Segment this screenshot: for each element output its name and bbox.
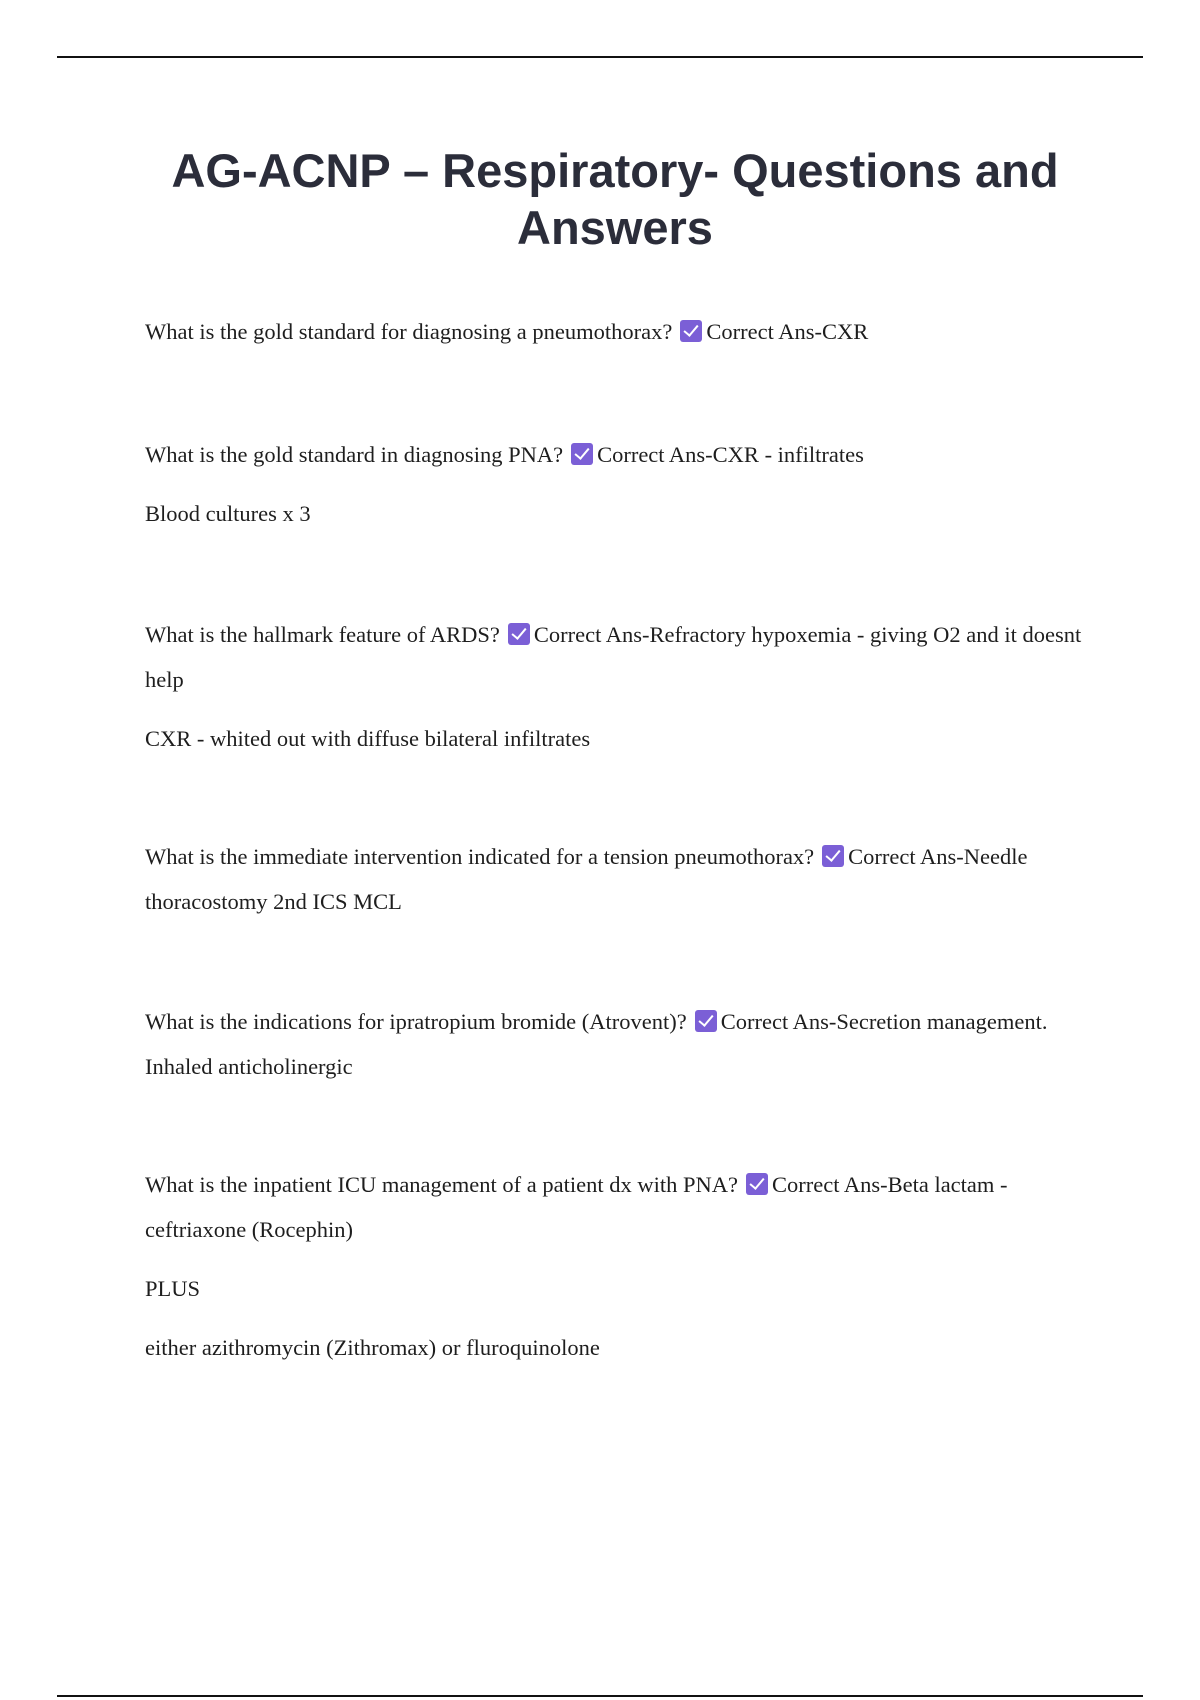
answer-note: either azithromycin (Zithromax) or fluroquinolone [145,1335,600,1360]
answer-text: Correct Ans-Secretion management. Inhaled anticholinergic [145,1009,1048,1079]
answer-text: Correct Ans-Refractory hypoxemia - giving O2 and it doesnt help [145,622,1082,692]
qa-line [145,1162,1095,1252]
qa-item-2 [145,432,1095,536]
qa-item-5 [145,999,1095,1089]
qa-line [145,432,1095,477]
checkbox-checked-icon [571,443,593,465]
answer-text: Correct Ans-Needle thoracostomy 2nd ICS MCL [145,844,1028,914]
checkbox-checked-icon [695,1010,717,1032]
checkbox-checked-icon [680,320,702,342]
checkbox-checked-icon [508,623,530,645]
qa-item-6 [145,1162,1095,1370]
answer-text: Correct Ans-CXR - infiltrates [597,442,864,467]
question-text: What is the indications for ipratropium bromide (Atrovent)? [145,1009,687,1034]
answer-note: PLUS [145,1276,201,1301]
question-text: What is the immediate intervention indicated for a tension pneumothorax? [145,844,815,869]
qa-line [145,834,1095,924]
question-text: What is the gold standard in diagnosing PNA? [145,442,564,467]
qa-line [145,999,1095,1089]
question-text: What is the inpatient ICU management of a patient dx with PNA? [145,1172,738,1197]
bottom-rule [57,1695,1143,1697]
qa-line [145,309,1095,354]
qa-item-3 [145,612,1095,761]
document-title: AG-ACNP – Respiratory- Questions and Answers [171,144,1059,254]
qa-line [145,612,1095,702]
checkbox-checked-icon [746,1173,768,1195]
answer-text: Correct Ans-Beta lactam - ceftriaxone (Rocephin) [145,1172,1008,1242]
question-text: What is the hallmark feature of ARDS? [145,622,500,647]
answer-note: CXR - whited out with diffuse bilateral infiltrates [145,726,591,751]
checkbox-checked-icon [822,845,844,867]
top-rule [57,56,1143,58]
question-text: What is the gold standard for diagnosing a pneumothorax? [145,319,673,344]
qa-item-4 [145,834,1095,924]
answer-note: Blood cultures x 3 [145,501,311,526]
qa-item-1 [145,309,1095,354]
answer-text: Correct Ans-CXR [706,319,869,344]
